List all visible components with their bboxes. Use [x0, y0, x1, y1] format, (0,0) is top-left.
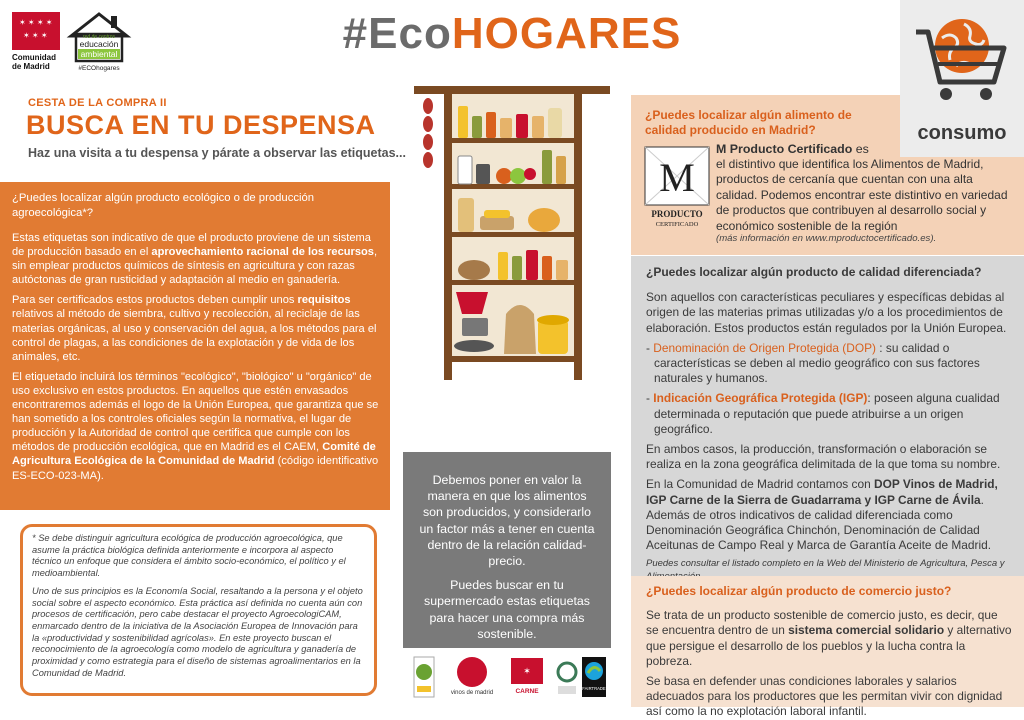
igp-text: : poseen alguna cualidad determinada o reputación que puede atribuirse a un origen geográfico.: [654, 391, 1000, 436]
quality-p3c: . Además de otros indicativos de calidad diferenciada como Denominación Geográfica Chinchón, Denominación de Calidad Aceitunas de Campo Real y Marca de Garantía Aceite de Madrid.: [646, 492, 992, 553]
logo-ea-line2: educación: [79, 39, 119, 49]
certification-logos-strip: [403, 648, 611, 707]
eco-question: ¿Puedes localizar algún producto ecológico o de producción agroecológica*?: [12, 192, 315, 219]
fairtrade-logo: [581, 656, 607, 698]
mp-title-line: [716, 142, 869, 156]
quality-p3b: DOP Vinos de Madrid, IGP Carne de la Sierra de Guadarrama y IGP Carne de Ávila: [646, 477, 998, 507]
vinos-de-madrid-logo: [449, 656, 495, 698]
subheading: Haz una visita a tu despensa y párate a observar las etiquetas...: [28, 146, 406, 160]
m-producto-certificado-logo: [645, 147, 709, 231]
fair-paragraph-1: [646, 608, 1012, 669]
quality-paragraph-3: [646, 477, 1012, 553]
mp-logo-letter: M: [659, 155, 695, 200]
differentiated-quality-box: [631, 256, 1024, 576]
logo-vinos-text: vinos de madrid: [450, 690, 494, 696]
eco-p2a: Para ser certificados estos productos deben cumplir unos: [12, 294, 298, 307]
igp-label: Indicación Geográfica Protegida (IGP): [653, 391, 868, 406]
fair-p1c: y alternativo que persigue el desarrollo de los pueblos y la lucha contra la pobreza.: [646, 623, 1012, 668]
eco-p2b: requisitos: [297, 294, 351, 307]
title-part1: #Eco: [342, 9, 452, 58]
main-title: [0, 8, 1024, 60]
igp-item: - Indicación Geográfica Protegida (IGP): poseen alguna cualidad determinada o reputación que puede atribuirse a un origen geográfico.: [646, 391, 1000, 436]
logo-fairtrade-text: FAIRTRADE: [582, 686, 606, 691]
consumo-label: consumo: [917, 122, 1007, 144]
eco-label-logo: [413, 656, 435, 698]
fair-paragraph-2: Se basa en defender unas condiciones laborales y salarios adecuados para los productores que les permitan vivir con dignidad así como la no explotación laboral infantil.: [646, 674, 1003, 719]
mp-title: M Producto Certificado: [716, 142, 853, 156]
agroecology-footnote: [20, 524, 377, 696]
section-kicker: CESTA DE LA COMPRA II: [28, 97, 167, 109]
footnote-paragraph-1: * Se debe distinguir agricultura ecológica de producción agroecológica, que asume la práctica biológica definida anteriormente e incorpora al aspecto técnico un enfoque que considera el ámbito socio-económico, el político y el medioambiental.: [32, 533, 346, 579]
quality-question: ¿Puedes localizar algún producto de calidad diferenciada?: [646, 265, 982, 279]
madrid-question: ¿Puedes localizar algún alimento de calidad producido en Madrid?: [645, 108, 852, 137]
eco-p3b: Comité de Agricultura Ecológica de la Comunidad de Madrid: [12, 441, 376, 468]
eco-p3c: (código identificativo ES-ECO-023-MA).: [12, 455, 379, 482]
page-heading: BUSCA EN TU DESPENSA: [26, 110, 376, 140]
eco-products-box: [0, 182, 390, 510]
logo-ea-line1: red de centros: [83, 34, 115, 40]
eco-p1b: aprovechamiento racional de los recursos: [151, 246, 374, 259]
ceamaa-logo: [555, 656, 579, 698]
eco-paragraph-3: [12, 370, 380, 483]
logo-ea-tag: #ECOhogares: [78, 65, 120, 72]
logo-cm-text: Comunidad de Madrid: [12, 53, 56, 71]
dop-label: Denominación de Origen Protegida (DOP): [653, 340, 876, 355]
eco-paragraph-1: [12, 231, 380, 287]
dop-text: : su calidad o características se deben al medio geográfico con sus factores naturales y humanos.: [654, 340, 980, 386]
dop-item: - Denominación de Origen Protegida (DOP) : su calidad o características se deben al medio geográfico con sus factores naturales y humanos.: [646, 340, 980, 386]
eco-paragraph-2: [12, 293, 380, 363]
eco-p2c: relativos al método de siembra, cultivo y recolección, al reciclaje de las materias orgánicas, al uso y conservación del agua, a los métodos para el control de plagas, a las condiciones de la explotación y de vida de los animales, etc.: [12, 308, 377, 363]
mp-description: el distintivo que identifica los Alimentos de Madrid, productos de cercanía que cuentan con una alta calidad. Podemos encontrar este distintivo en variedad de productos que contribuyen al desarrollo social y económico sostenible de la región: [716, 157, 1008, 233]
mp-logo-line1: PRODUCTO: [651, 209, 703, 219]
center-paragraph-1: Debemos poner en valor la manera en que los alimentos son producidos, y considerarlo un factor más a tener en cuenta dentro de la relación calidad-precio.: [419, 473, 595, 569]
fair-p1b: sistema comercial solidario: [788, 623, 945, 638]
title-part2: HOGARES: [451, 9, 682, 58]
quality-paragraph-2: En ambos casos, la producción, transformación o elaboración se realiza en la zona geográfica delimitada de la que toma su nombre.: [646, 442, 1001, 472]
quality-paragraph-1: Son aquellos con características peculiares y específicas debidas al origen de las materias primas utilizadas y/o a los procedimientos de elaboración. Estos productos están regulados por la Unión Europea.: [646, 290, 1007, 335]
pantry-shelf-illustration: [414, 80, 614, 380]
footnote-paragraph-2: Uno de sus principios es la Economía Social, resaltando a la persona y el objeto social sobre el aspecto económico. Esta práctica así definida no cuenta aún con procesos de certificación, pero cabe destacar el proyecto AgroecologiCAM, enmarcado dentro de la iniciativa de la Asociación Europea de Innovación para la «productividad y sostenibilidad agrícolas». En este proyecto buscan el reconocimiento de la agroecología como modelo de agricultura y ganadería de proximidad y como estrategia para el diseño de sistemas agroalimentarios en la Comunidad de Madrid.: [32, 585, 363, 678]
fair-question: ¿Puedes localizar algún producto de comercio justo?: [646, 584, 952, 598]
mp-note: (más información en www.mproductocertificado.es).: [716, 233, 937, 244]
quality-p3a: En la Comunidad de Madrid contamos con: [646, 477, 875, 492]
eco-p3a: El etiquetado incluirá los términos "ecológico", "biológico" u "orgánico" de uso exclusivo en estos productos. En aquellos que estén envasados encontraremos además el logo de la Unión Europea, que garantiza que se han sometido a los controles oficiales según la normativa, el lugar de producción y la Autoridad de control que certifica que cumple con los métodos de producción ecológica, que en Madrid es el CAEM,: [12, 370, 379, 454]
eco-p1c: , sin emplear productos químicos de síntesis en agricultura y con razas autóctonas de gran rusticidad y adaptación al medio en ganadería.: [12, 246, 378, 287]
quality-note: Puedes consultar el listado completo en la Web del Ministerio de Agricultura, Pesca y: [646, 558, 1005, 570]
logo-ea-line3: ambiental: [80, 49, 118, 59]
eco-p1a: Estas etiquetas son indicativo de que el producto proviene de un sistema de producción basado en el: [12, 232, 371, 259]
madrid-flag-icon: ✶ ✶ ✶ ✶ ✶ ✶ ✶: [12, 12, 60, 50]
carne-guadarrama-logo: [507, 656, 547, 698]
mp-title-suffix: es: [852, 142, 869, 156]
mp-logo-line2: CERTIFICADO: [655, 221, 699, 228]
logo-carne-text: CARNE: [515, 688, 539, 695]
shopping-cart-globe-icon: [912, 8, 1012, 118]
fair-trade-box: [631, 576, 1024, 719]
svg-text:✶: ✶: [523, 666, 531, 676]
center-paragraph-2: Puedes buscar en tu supermercado estas etiquetas para hacer una compra más sostenible.: [424, 578, 590, 641]
fair-p1a: Se trata de un producto sostenible de comercio justo, es decir, que se encuentra dentro de un: [646, 608, 998, 638]
